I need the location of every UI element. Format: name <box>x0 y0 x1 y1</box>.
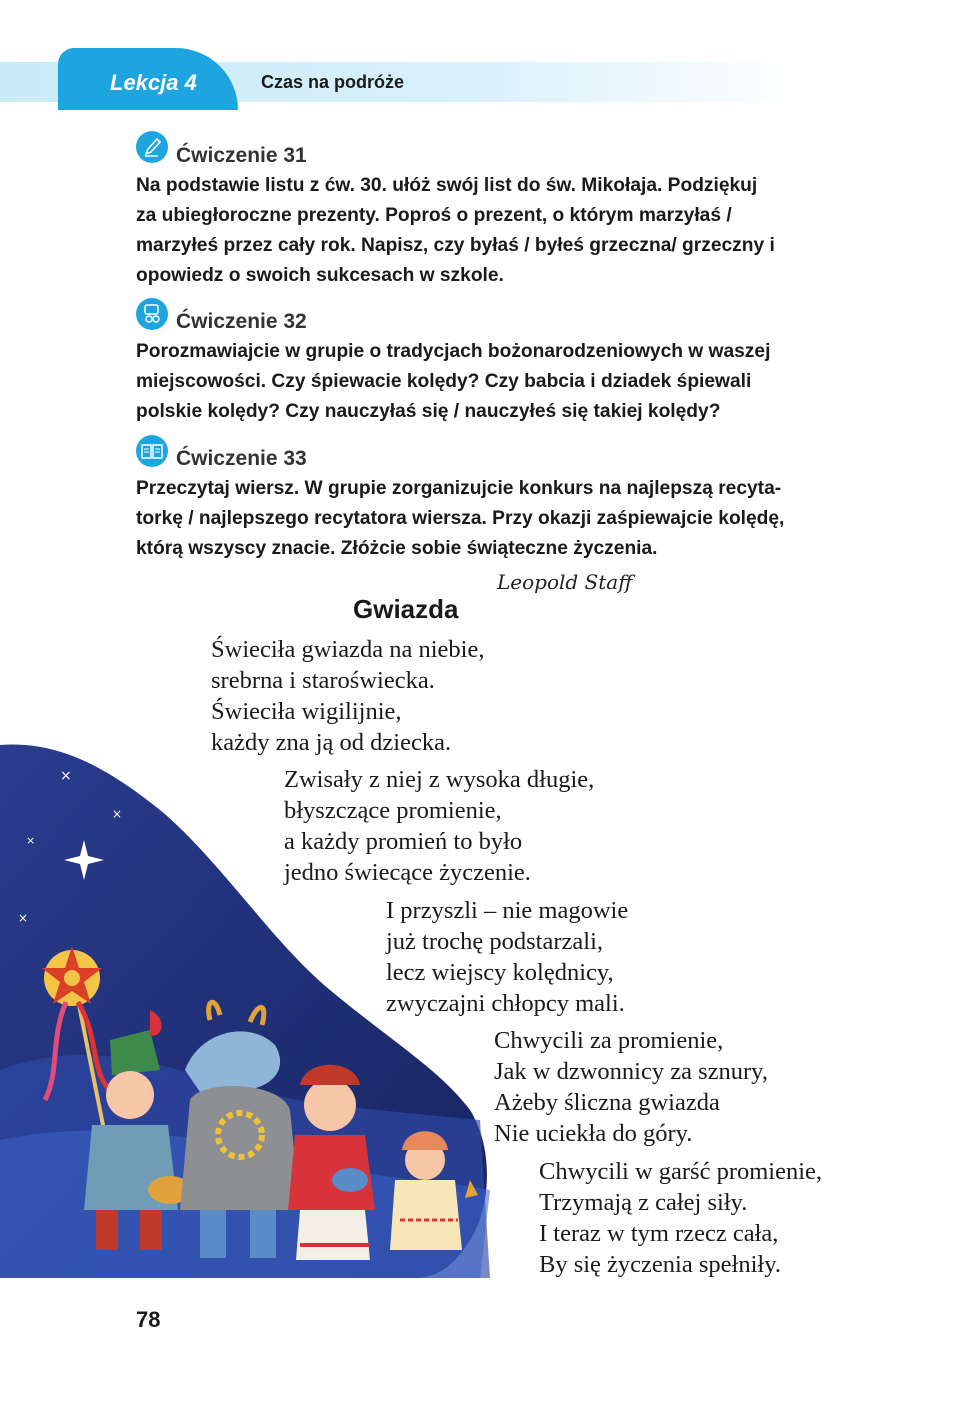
poem-line: srebrna i staroświecka. <box>211 667 435 694</box>
pencil-icon <box>136 131 168 163</box>
poem-line: I teraz w tym rzecz cała, <box>539 1220 779 1247</box>
svg-text:×: × <box>112 807 123 821</box>
poem-line: każdy zna ją od dziecka. <box>211 729 452 756</box>
poem-line: zwyczajni chłopcy mali. <box>386 990 625 1017</box>
exercise-32-line: polskie kolędy? Czy nauczyłaś się / nauczyłeś się takiej kolędy? <box>136 401 721 422</box>
exercise-31-title: Ćwiczenie 31 <box>176 144 307 167</box>
poem-line: lecz wiejscy kolędnicy, <box>386 959 614 986</box>
exercise-31-line: marzyłeś przez cały rok. Napisz, czy byłaś / byłeś grzeczna/ grzeczny i <box>136 235 775 256</box>
exercise-31-line: za ubiegłoroczne prezenty. Poproś o prezent, o którym marzyłaś / <box>136 205 732 226</box>
page-number: 78 <box>136 1307 161 1332</box>
poem-line: jedno świecące życzenie. <box>284 859 531 886</box>
exercise-32-line: Porozmawiajcie w grupie o tradycjach bożonarodzeniowych w waszej <box>136 341 771 362</box>
poem-stanza-1 <box>211 634 484 758</box>
poem-line: Ażeby śliczna gwiazda <box>494 1089 720 1116</box>
poem-line: Jak w dzwonnicy za sznury, <box>494 1058 768 1085</box>
exercise-32-title: Ćwiczenie 32 <box>176 310 307 333</box>
lesson-title: Czas na podróże <box>261 72 405 92</box>
poem-line: I przyszli – nie magowie <box>386 897 629 924</box>
poem-line: Chwycili w garść promienie, <box>539 1158 823 1185</box>
poem-line: Chwycili za promienie, <box>494 1027 724 1054</box>
exercise-31-line: Na podstawie listu z ćw. 30. ułóż swój list do św. Mikołaja. Podziękuj <box>136 175 758 196</box>
exercise-31-text <box>136 171 880 291</box>
poem-line: a każdy promień to było <box>284 828 523 855</box>
poem-line: Trzymają z całej siły. <box>539 1189 748 1216</box>
poem-stanza-3 <box>386 895 628 1019</box>
poem-line: Zwisały z niej z wysoka długie, <box>284 766 595 793</box>
lesson-label: Lekcja 4 <box>110 70 197 95</box>
poem-stanza-2 <box>284 764 594 888</box>
exercise-33-line: którą wszyscy znacie. Złóżcie sobie świąteczne życzenia. <box>136 538 658 559</box>
exercise-33-line: Przeczytaj wiersz. W grupie zorganizujcie konkurs na najlepszą recyta- <box>136 478 782 499</box>
poem-author: Leopold Staff <box>497 570 633 594</box>
exercise-32-text <box>136 337 880 427</box>
svg-text:×: × <box>18 911 29 925</box>
poem-line: By się życzenia spełniły. <box>539 1251 781 1278</box>
poem-stanza-5 <box>539 1156 822 1280</box>
poem-line: już trochę podstarzali, <box>386 928 604 955</box>
group-talk-icon <box>136 298 168 330</box>
open-book-icon <box>136 435 168 467</box>
exercise-31-line: opowiedz o swoich sukcesach w szkole. <box>136 265 504 286</box>
exercise-33-text <box>136 474 880 564</box>
poem-line: Świeciła wigilijnie, <box>211 698 402 725</box>
exercise-33-title: Ćwiczenie 33 <box>176 447 307 470</box>
exercise-33-line: torkę / najlepszego recytatora wiersza. Przy okazji zaśpiewajcie kolędę, <box>136 508 785 529</box>
exercise-32-line: miejscowości. Czy śpiewacie kolędy? Czy babcia i dziadek śpiewali <box>136 371 752 392</box>
poem-line: błyszczące promienie, <box>284 797 502 824</box>
poem-stanza-4 <box>494 1025 768 1149</box>
svg-text:×: × <box>60 768 72 784</box>
poem-title: Gwiazda <box>353 594 459 624</box>
poem-line: Nie uciekła do góry. <box>494 1120 693 1147</box>
poem-line: Świeciła gwiazda na niebie, <box>211 636 485 663</box>
svg-text:×: × <box>26 834 36 847</box>
